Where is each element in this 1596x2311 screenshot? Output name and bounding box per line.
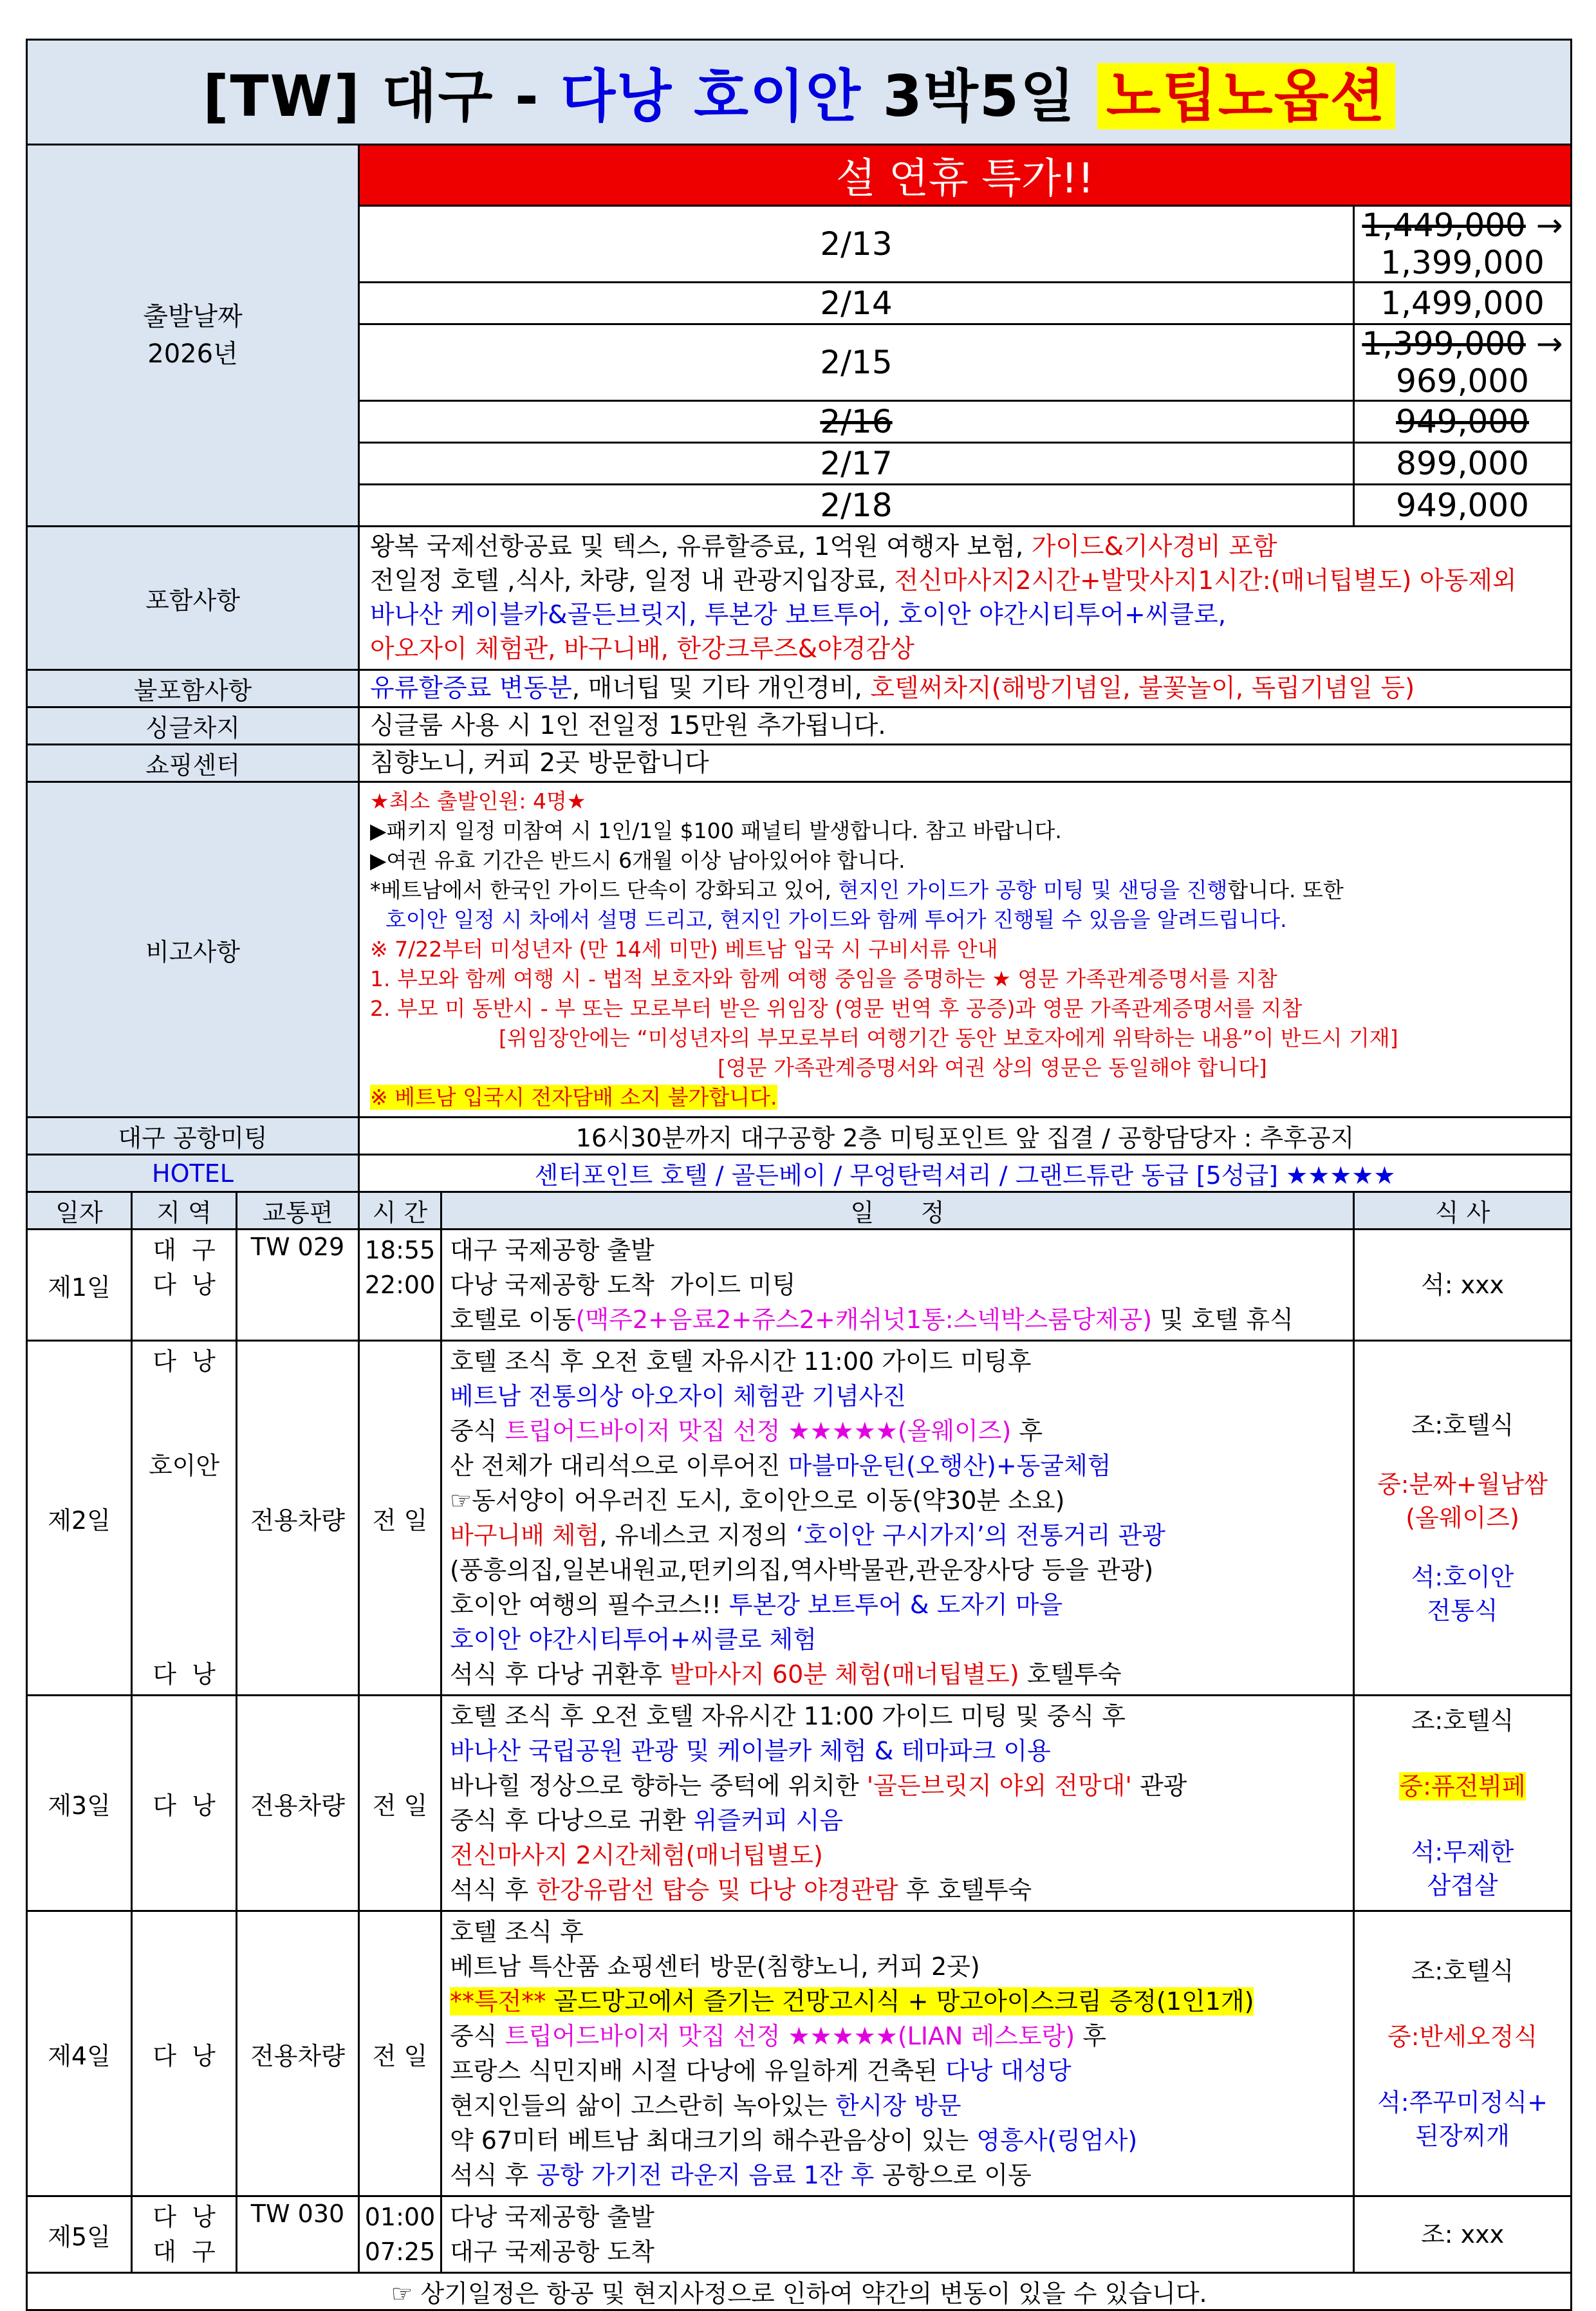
includes-text — [359, 527, 1572, 670]
transport-cell: 전용차량 — [237, 1341, 359, 1696]
itinerary-part: 트립어드바이저 맛집 선정 ★★★★★(LIAN 레스토랑) — [505, 2022, 1075, 2050]
schedule-row-day2 — [27, 1341, 1572, 1696]
time-cell: 전 일 — [359, 1696, 441, 1911]
itinerary-part: (맥주2+음료2+쥬스2+캐쉬넛1통:스넥박스룸당제공) — [575, 1305, 1153, 1334]
itinerary-document — [26, 39, 1570, 2311]
itinerary-line — [450, 1768, 1345, 1803]
itinerary-part: 석식 후 — [450, 2161, 537, 2189]
itinerary-line — [450, 1302, 1345, 1337]
itinerary-part: 후 호텔투숙 — [898, 1876, 1032, 1904]
region-cell — [132, 2196, 237, 2273]
includes-text-part: 전일정 호텔 ,식사, 차량, 일정 내 관광지입장료, — [370, 566, 895, 595]
itinerary-part: 석식 후 — [450, 1876, 537, 1904]
title-badge: 노팁노옵션 — [1097, 63, 1395, 129]
notes-text — [359, 782, 1572, 1118]
meal-spacer — [1360, 2054, 1565, 2086]
special-offer — [450, 1987, 1254, 2016]
col-transport: 교통편 — [237, 1192, 359, 1230]
meal-cell — [1354, 1911, 1572, 2196]
includes-highlight: 가이드&기사경비 포함 — [1031, 532, 1277, 561]
meal-cell — [1354, 1696, 1572, 1911]
itinerary-line: 베트남 전통의상 아오자이 체험관 기념사진 — [450, 1382, 907, 1410]
itinerary-part: 프랑스 식민지배 시절 다낭에 유일하게 건축된 — [450, 2057, 945, 2085]
day-label: 제2일 — [27, 1341, 132, 1696]
itinerary-part: 바구니배 체험 — [450, 1521, 600, 1549]
old-price: 1,399,000 — [1362, 325, 1526, 362]
note-line: ※ 7/22부터 미성년자 (만 14세 미만) 베트남 입국 시 구비서류 안내 — [370, 937, 998, 962]
time-cell: 전 일 — [359, 1341, 441, 1696]
note-line: [위임장안에는 “미성년자의 부모로부터 여행기간 동안 보호자에게 위탁하는 내용”이 반드시 기재] — [499, 1025, 1398, 1051]
itinerary-cell — [441, 1230, 1354, 1341]
meal-spacer — [1360, 1803, 1565, 1835]
arrow-icon: → — [1536, 207, 1563, 244]
meal-text: 석:쭈꾸미정식+ — [1377, 2088, 1548, 2117]
meal-spacer — [1360, 1737, 1565, 1770]
price-date: 2/18 — [359, 485, 1354, 527]
price-cell — [1354, 206, 1572, 283]
transport-cell: 전용차량 — [237, 1911, 359, 2196]
title-dash: - — [515, 63, 540, 129]
new-price: 1,399,000 — [1380, 244, 1545, 281]
itinerary-part: 투본강 보트투어 & 도자기 마을 — [728, 1591, 1063, 1619]
note-line: 호이안 일정 시 차에서 설명 드리고, 현지인 가이드와 함께 투어가 진행될 수 있음을 알려드립니다. — [385, 907, 1287, 932]
includes-line — [370, 564, 1560, 598]
itinerary-line — [450, 2088, 1345, 2123]
meal-cell: 석: xxx — [1354, 1230, 1572, 1341]
region-text: 대 구 — [153, 2238, 216, 2266]
region-spacer — [135, 1483, 233, 1657]
itinerary-line: 전신마사지 2시간체험(매너팁별도) — [450, 1841, 823, 1869]
itinerary-part: 산 전체가 대리석으로 이루어진 — [450, 1452, 788, 1480]
time-text: 01:00 — [364, 2203, 436, 2231]
day-label: 제3일 — [27, 1696, 132, 1911]
departure-label-text: 출발날짜 — [143, 302, 243, 332]
time-cell: 전 일 — [359, 1911, 441, 2196]
itinerary-part: 중식 — [450, 2022, 505, 2050]
schedule-row-day4 — [27, 1911, 1572, 2196]
itinerary-line — [450, 1448, 1345, 1483]
itinerary-part: 공항으로 이동 — [874, 2161, 1032, 2189]
itinerary-line — [450, 1873, 1345, 1907]
departure-year-text: 2026년 — [147, 339, 238, 369]
note-line: 2. 부모 미 동반시 - 부 또는 모로부터 받은 위임장 (영문 번역 후 공증)과 영문 가족관계증명서를 지참 — [370, 996, 1303, 1021]
itinerary-line — [450, 2123, 1345, 2158]
region-text: 다 낭 — [153, 2203, 216, 2231]
old-price: 949,000 — [1396, 403, 1529, 440]
itinerary-cell — [441, 1696, 1354, 1911]
itinerary-part: 관광 — [1131, 1772, 1187, 1800]
col-time: 시 간 — [359, 1192, 441, 1230]
itinerary-table — [26, 39, 1572, 2311]
single-charge-label: 싱글차지 — [27, 707, 359, 745]
meal-text: 조:호텔식 — [1411, 1411, 1514, 1439]
region-cell: 다 낭 — [132, 1911, 237, 2196]
itinerary-part: 영흥사(링엄사) — [976, 2126, 1138, 2155]
time-cell — [359, 2196, 441, 2273]
itinerary-part: 마블마운틴(오행산)+동굴체험 — [788, 1452, 1111, 1480]
special-tag: **특전** — [450, 1987, 546, 2016]
itinerary-part: 한강유람선 탑승 및 다낭 야경관람 — [536, 1876, 898, 1904]
col-region: 지 역 — [132, 1192, 237, 1230]
excludes-part: 유류할증료 변동분 — [370, 674, 572, 703]
itinerary-line — [450, 2019, 1345, 2054]
itinerary-line: 호텔 조식 후 오전 호텔 자유시간 11:00 가이드 미팅 및 중식 후 — [450, 1702, 1126, 1730]
itinerary-line: 대구 국제공항 도착 — [450, 2238, 654, 2266]
itinerary-part: 중식 후 다낭으로 귀환 — [450, 1806, 694, 1835]
single-charge-text: 싱글룸 사용 시 1인 전일정 15만원 추가됩니다. — [359, 707, 1572, 745]
region-cell: 다 낭 — [132, 1696, 237, 1911]
includes-text-part: 왕복 국제선항공료 및 텍스, 유류할증료, 1억원 여행자 보험, — [370, 532, 1032, 561]
includes-line: 아오자이 체험관, 바구니배, 한강크루즈&야경감상 — [370, 635, 914, 664]
note-line: ▶여권 유효 기간은 반드시 6개월 이상 남아있어야 합니다. — [370, 848, 905, 873]
day-label: 제1일 — [27, 1230, 132, 1341]
itinerary-part: , 유네스코 지정의 — [599, 1521, 796, 1549]
itinerary-part: 후 — [1011, 1417, 1043, 1445]
col-meal: 식 사 — [1354, 1192, 1572, 1230]
departure-date-label — [27, 145, 359, 527]
time-text: 07:25 — [364, 2238, 436, 2266]
hotel-text: 센터포인트 호텔 / 골든베이 / 무엉탄럭셔리 / 그랜드튜란 동급 [5성급] ★★★★★ — [359, 1155, 1572, 1192]
includes-highlight: 전신마사지2시간+발맛사지1시간:(매너팁별도) 아동제외 — [894, 566, 1517, 595]
price-date: 2/14 — [359, 283, 1354, 324]
itinerary-line — [450, 1657, 1345, 1692]
promo-banner: 설 연휴 특가!! — [359, 145, 1572, 206]
region-text: 다 낭 — [153, 1271, 216, 1299]
itinerary-line: 호텔 조식 후 — [450, 1918, 584, 1946]
new-price: 969,000 — [1396, 362, 1529, 400]
itinerary-line — [450, 1587, 1345, 1622]
itinerary-part: 및 호텔 휴식 — [1152, 1305, 1294, 1334]
region-spacer — [135, 1379, 233, 1448]
itinerary-line: 호텔 조식 후 오전 호텔 자유시간 11:00 가이드 미팅후 — [450, 1347, 1032, 1376]
meal-cell — [1354, 1341, 1572, 1696]
itinerary-part: 후 — [1075, 2022, 1107, 2050]
excludes-part: 호텔써차지(해방기념일, 불꽃놀이, 독립기념일 등) — [870, 674, 1415, 703]
new-price: 899,000 — [1396, 445, 1529, 482]
notes-label: 비고사항 — [27, 782, 359, 1118]
meal-spacer — [1360, 1535, 1565, 1560]
meal-text: 석:무제한 — [1411, 1838, 1514, 1866]
page-title — [27, 40, 1572, 145]
hotel-label: HOTEL — [27, 1155, 359, 1192]
itinerary-cell — [441, 2196, 1354, 2273]
itinerary-line: 바나산 국립공원 관광 및 케이블카 체험 & 테마파크 이용 — [450, 1737, 1051, 1765]
itinerary-line: 베트남 특산품 쇼핑센터 방문(침향노니, 커피 2곳) — [450, 1952, 980, 1981]
shopping-text: 침향노니, 커피 2곳 방문합니다 — [359, 745, 1572, 782]
day-label: 제5일 — [27, 2196, 132, 2273]
itinerary-cell — [441, 1911, 1354, 2196]
region-text: 대 구 — [153, 1236, 216, 1264]
note-part: *베트남에서 한국인 가이드 단속이 강화되고 있어, — [370, 877, 839, 903]
region-text: 다 낭 — [153, 1347, 216, 1376]
transport-cell: TW 030 — [237, 2196, 359, 2273]
itinerary-line — [450, 1803, 1345, 1838]
old-price: 1,449,000 — [1362, 207, 1526, 244]
itinerary-line — [450, 1518, 1345, 1553]
itinerary-part: 공항 가기전 라운지 음료 1잔 후 — [536, 2161, 875, 2189]
excludes-label: 불포함사항 — [27, 670, 359, 707]
excludes-text — [359, 670, 1572, 707]
meal-text: 전통식 — [1427, 1596, 1498, 1625]
itinerary-part: 바나힐 정상으로 향하는 중턱에 위치한 — [450, 1772, 867, 1800]
meal-text: 석:호이안 — [1411, 1563, 1514, 1591]
meal-text: (올웨이즈) — [1406, 1504, 1519, 1532]
time-text: 18:55 — [364, 1236, 436, 1264]
excludes-part: , 매너팁 및 기타 개인경비, — [571, 674, 871, 703]
price-date: 2/17 — [359, 443, 1354, 485]
title-duration: 3박5일 — [882, 63, 1077, 129]
title-destination: 다낭 호이안 — [561, 63, 862, 129]
transport-cell: TW 029 — [237, 1230, 359, 1341]
meal-cell: 조: xxx — [1354, 2196, 1572, 2273]
itinerary-part: 호텔투숙 — [1019, 1660, 1122, 1689]
note-warning: ※ 베트남 입국시 전자담배 소지 불가합니다. — [370, 1085, 777, 1110]
special-text: 골드망고에서 즐기는 건망고시식 + 망고아이스크림 증정(1인1개) — [546, 1987, 1254, 2016]
schedule-header — [27, 1192, 1572, 1230]
price-cell — [1354, 324, 1572, 401]
itinerary-part: 석식 후 다낭 귀환후 — [450, 1660, 670, 1689]
itinerary-cell — [441, 1341, 1354, 1696]
footer-note: ☞ 상기일정은 항공 및 현지사정으로 인하여 약간의 변동이 있을 수 있습니다. — [27, 2273, 1572, 2310]
itinerary-line — [450, 1414, 1345, 1448]
itinerary-line — [450, 2054, 1345, 2088]
price-date: 2/15 — [359, 324, 1354, 401]
region-cell — [132, 1341, 237, 1696]
itinerary-part: 중식 — [450, 1417, 505, 1445]
time-text: 22:00 — [364, 1271, 436, 1299]
note-part: 현지인 가이드가 공항 미팅 및 샌딩을 진행 — [838, 877, 1228, 903]
itinerary-part: 위즐커피 시음 — [693, 1806, 844, 1835]
region-cell — [132, 1230, 237, 1341]
itinerary-line — [450, 2158, 1345, 2193]
itinerary-part: 발마사지 60분 체험(매너팁별도) — [669, 1660, 1019, 1689]
itinerary-part: ‘호이안 구시가지’의 전통거리 관광 — [795, 1521, 1165, 1549]
meal-text: 조:호텔식 — [1411, 1957, 1514, 1985]
itinerary-line: 대구 국제공항 출발 — [450, 1236, 654, 1264]
note-part: 합니다. 또한 — [1227, 877, 1344, 903]
region-text: 호이안 — [148, 1452, 220, 1480]
region-text: 다 낭 — [153, 1660, 216, 1689]
includes-label: 포함사항 — [27, 527, 359, 670]
includes-line: 바나산 케이블카&골든브릿지, 투본강 보트투어, 호이안 야간시티투어+씨클로, — [370, 601, 1227, 630]
itinerary-part: 약 67미터 베트남 최대크기의 해수관음상이 있는 — [450, 2126, 977, 2155]
price-date: 2/16 — [359, 401, 1354, 443]
meal-highlight: 중:퓨전뷔페 — [1399, 1772, 1526, 1801]
includes-line — [370, 530, 1560, 564]
itinerary-part: 호이안 여행의 필수코스!! — [450, 1591, 729, 1619]
note-line: ▶패키지 일정 미참여 시 1인/1일 $100 패널티 발생합니다. 참고 바랍니다. — [370, 818, 1062, 843]
note-line — [370, 875, 1560, 905]
meal-spacer — [1360, 1988, 1565, 2020]
price-cell — [1354, 283, 1572, 324]
transport-cell: 전용차량 — [237, 1696, 359, 1911]
itinerary-line — [450, 1984, 1345, 2019]
col-day: 일자 — [27, 1192, 132, 1230]
day-label: 제4일 — [27, 1911, 132, 2196]
itinerary-line: 다낭 국제공항 도착 가이드 미팅 — [450, 1271, 796, 1299]
meeting-label: 대구 공항미팅 — [27, 1118, 359, 1155]
itinerary-part: 한시장 방문 — [835, 2091, 961, 2120]
region-text — [135, 1302, 233, 1337]
itinerary-line: ☞동서양이 어우러진 도시, 호이안으로 이동(약30분 소요) — [450, 1486, 1065, 1515]
note-line: 1. 부모와 함께 여행 시 - 법적 보호자와 함께 여행 중임을 증명하는 ★ 영문 가족관계증명서를 지참 — [370, 966, 1277, 991]
col-itinerary: 일 정 — [441, 1192, 1354, 1230]
itinerary-part: 호텔로 이동 — [450, 1305, 576, 1334]
itinerary-line: (풍흥의집,일본내원교,떤키의집,역사박물관,관운장사당 등을 관광) — [450, 1556, 1154, 1584]
schedule-row-day5 — [27, 2196, 1572, 2273]
shopping-label: 쇼핑센터 — [27, 745, 359, 782]
price-cell — [1354, 401, 1572, 443]
note-line: [영문 가족관계증명서와 여권 상의 영문은 동일해야 합니다] — [718, 1055, 1267, 1080]
new-price: 1,499,000 — [1380, 285, 1545, 322]
schedule-row-day3 — [27, 1696, 1572, 1911]
meal-text: 조:호텔식 — [1411, 1707, 1514, 1735]
itinerary-part: 트립어드바이저 맛집 선정 ★★★★★(올웨이즈) — [505, 1417, 1012, 1445]
arrow-icon: → — [1536, 325, 1563, 362]
price-cell — [1354, 485, 1572, 527]
schedule-row-day1 — [27, 1230, 1572, 1341]
itinerary-part: '골든브릿지 야외 전망대' — [866, 1772, 1132, 1800]
meeting-text: 16시30분까지 대구공항 2층 미팅포인트 앞 집결 / 공항담당자 : 추후공지 — [359, 1118, 1572, 1155]
meal-text: 중:반세오정식 — [1387, 2023, 1538, 2051]
new-price: 949,000 — [1396, 487, 1529, 524]
meal-spacer — [1360, 1442, 1565, 1468]
note-line: ★최소 출발인원: 4명★ — [370, 789, 586, 814]
meal-text: 된장찌개 — [1415, 2122, 1510, 2150]
time-cell — [359, 1230, 441, 1341]
title-departure-city: 대구 — [382, 63, 494, 129]
price-date: 2/13 — [359, 206, 1354, 283]
itinerary-line: 호이안 야간시티투어+씨클로 체험 — [450, 1625, 817, 1654]
meal-text: 중:분짜+월남쌈 — [1377, 1470, 1548, 1499]
meal-text — [1360, 1770, 1565, 1803]
itinerary-part: 다낭 대성당 — [945, 2057, 1072, 2085]
itinerary-line: 다낭 국제공항 출발 — [450, 2203, 654, 2231]
meal-text: 삼겹살 — [1427, 1871, 1498, 1900]
title-code: [TW] — [203, 63, 361, 129]
note-line — [370, 1083, 1560, 1112]
price-cell — [1354, 443, 1572, 485]
itinerary-part: 현지인들의 삶이 고스란히 녹아있는 — [450, 2091, 835, 2120]
